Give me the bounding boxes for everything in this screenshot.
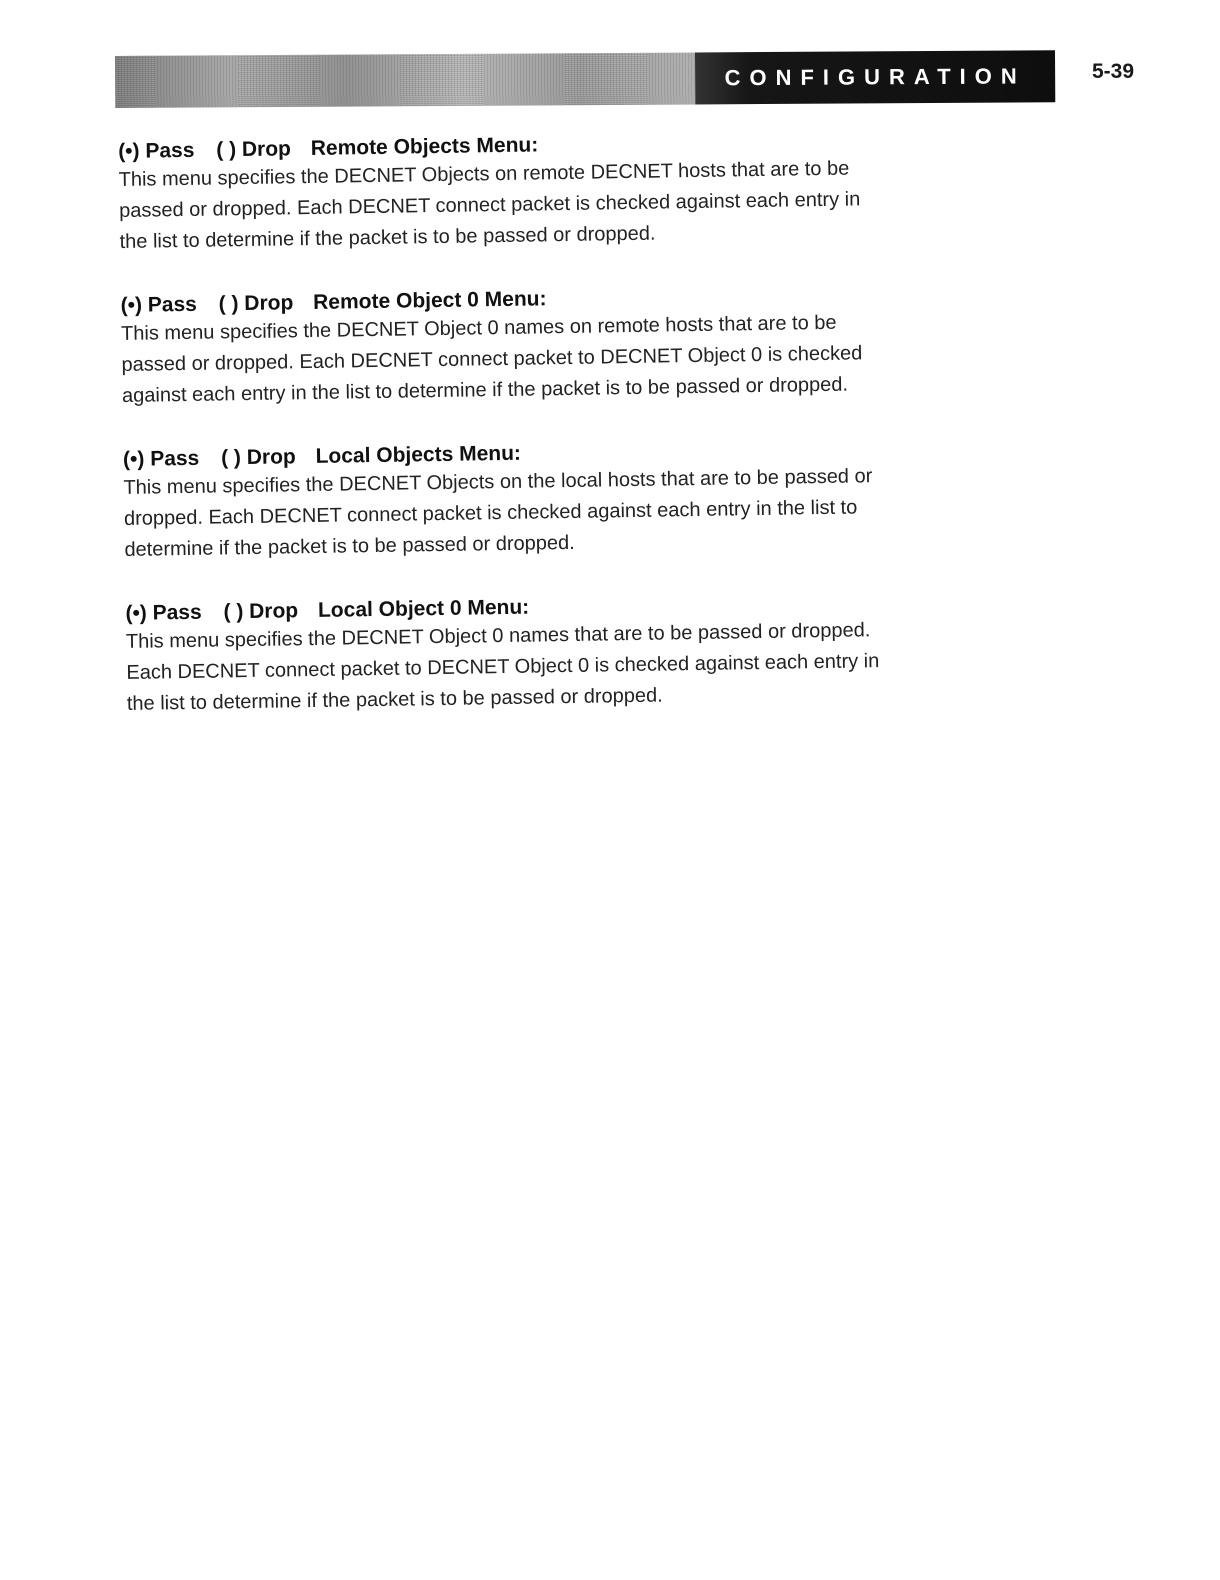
description-line: passed or dropped. Each DECNET connect packet is checked against each entry in	[118, 188, 861, 222]
pass-radio-option: (•) Pass	[118, 138, 195, 163]
menu-name: Remote Objects Menu:	[310, 133, 539, 160]
section-description	[121, 305, 1042, 412]
pass-radio-option: (•) Pass	[122, 446, 200, 471]
section-description	[126, 612, 1047, 719]
menu-name: Local Object 0 Menu:	[317, 595, 530, 622]
drop-radio-option: ( ) Drop	[216, 137, 292, 162]
section-local-objects	[123, 432, 1045, 566]
page-content	[118, 124, 1048, 754]
description-line: This menu specifies the DECNET Object 0 names on remote hosts that are to be	[120, 311, 837, 345]
description-line: This menu specifies the DECNET Objects on the local hosts that are to be passed or	[123, 465, 873, 499]
description-line: determine if the packet is to be passed or dropped.	[124, 531, 575, 561]
description-line: against each entry in the list to determine if the packet is to be passed or dropped.	[121, 373, 849, 407]
menu-name: Remote Object 0 Menu:	[312, 287, 547, 314]
chapter-title: CONFIGURATION	[724, 63, 1026, 91]
description-line: passed or dropped. Each DECNET connect packet to DECNET Object 0 is checked	[121, 342, 863, 376]
menu-name: Local Objects Menu:	[315, 441, 522, 468]
description-line: Each DECNET connect packet to DECNET Object 0 is checked against each entry in	[126, 650, 880, 684]
drop-radio-option: ( ) Drop	[218, 291, 294, 316]
description-line: dropped. Each DECNET connect packet is checked against each entry in the list to	[123, 496, 858, 530]
description-line: This menu specifies the DECNET Objects on remote DECNET hosts that are to be	[118, 157, 850, 191]
pass-radio-option: (•) Pass	[125, 600, 202, 625]
drop-radio-option: ( ) Drop	[223, 599, 299, 624]
section-description	[123, 459, 1044, 566]
description-line: the list to determine if the packet is to be passed or dropped.	[126, 684, 663, 715]
section-description	[118, 151, 1039, 258]
section-remote-object-0	[120, 278, 1042, 412]
chapter-header-band	[115, 50, 1055, 108]
section-remote-objects	[118, 124, 1040, 258]
description-line: This menu specifies the DECNET Object 0 names that are to be passed or dropped.	[125, 619, 871, 653]
header-texture	[115, 52, 695, 108]
drop-radio-option: ( ) Drop	[220, 445, 296, 470]
description-line: the list to determine if the packet is to be passed or dropped.	[119, 222, 656, 253]
pass-radio-option: (•) Pass	[120, 292, 198, 317]
section-local-object-0	[125, 585, 1047, 719]
page-number: 5-39	[1092, 60, 1135, 83]
